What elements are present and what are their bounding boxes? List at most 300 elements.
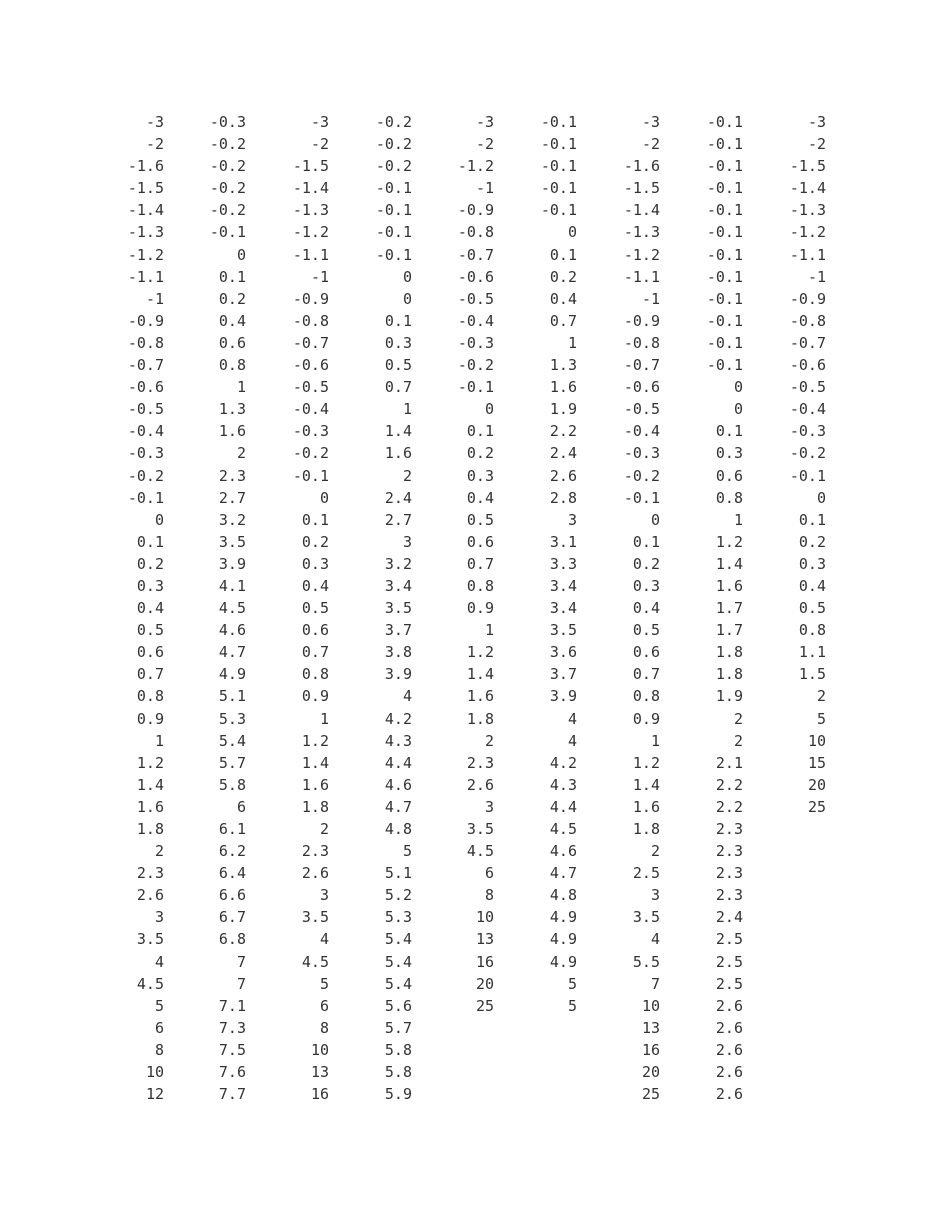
table-cell: -0.2 bbox=[209, 135, 246, 154]
table-cell: -1 bbox=[310, 267, 329, 286]
table-cell: 4.6 bbox=[384, 775, 412, 794]
table-cell: 0.6 bbox=[218, 333, 246, 352]
table-cell: 4.1 bbox=[218, 576, 246, 595]
table-cell: 0.2 bbox=[136, 554, 164, 573]
table-cell: -0.9 bbox=[292, 289, 329, 308]
table-cell: -0.5 bbox=[127, 400, 164, 419]
table-cell: 1.4 bbox=[136, 775, 164, 794]
table-cell: 4.2 bbox=[384, 709, 412, 728]
table-cell: 2.8 bbox=[549, 488, 577, 507]
table-column-2 bbox=[186, 111, 246, 1105]
table-cell: 5.7 bbox=[384, 1018, 412, 1037]
data-table bbox=[0, 111, 950, 1111]
table-cell: 3.7 bbox=[549, 665, 577, 684]
table-cell: 1.4 bbox=[384, 422, 412, 441]
table-cell: 7.5 bbox=[218, 1040, 246, 1059]
table-cell: 1.5 bbox=[798, 665, 826, 684]
table-cell: -0.3 bbox=[457, 333, 494, 352]
table-cell: 4.4 bbox=[549, 797, 577, 816]
table-cell: 5.8 bbox=[384, 1040, 412, 1059]
table-cell: -0.6 bbox=[789, 356, 826, 375]
table-cell: 0.4 bbox=[218, 311, 246, 330]
table-cell: -0.2 bbox=[375, 135, 412, 154]
table-cell: 0.1 bbox=[136, 532, 164, 551]
table-cell: 0 bbox=[733, 400, 743, 419]
table-cell: 2.6 bbox=[715, 1018, 743, 1037]
table-cell: -0.7 bbox=[623, 356, 660, 375]
table-cell: -0.8 bbox=[292, 311, 329, 330]
table-cell: 13 bbox=[310, 1063, 329, 1082]
table-cell: -0.1 bbox=[706, 267, 743, 286]
table-cell: 2 bbox=[650, 842, 660, 861]
table-cell: -0.1 bbox=[623, 488, 660, 507]
table-cell: 0.8 bbox=[466, 576, 494, 595]
table-cell: 4.9 bbox=[549, 930, 577, 949]
table-cell: 0 bbox=[733, 378, 743, 397]
table-cell: 12 bbox=[145, 1085, 164, 1104]
table-cell: -1.3 bbox=[127, 223, 164, 242]
table-cell: -1.4 bbox=[623, 201, 660, 220]
table-cell: 1.6 bbox=[632, 797, 660, 816]
table-cell: -3 bbox=[310, 113, 329, 131]
table-cell: -0.1 bbox=[540, 157, 577, 176]
table-cell: 2 bbox=[733, 731, 743, 750]
table-cell: -0.2 bbox=[375, 113, 412, 131]
table-cell: -0.7 bbox=[127, 356, 164, 375]
table-cell: -0.6 bbox=[623, 378, 660, 397]
table-cell: 1.3 bbox=[218, 400, 246, 419]
table-cell: 2.6 bbox=[466, 775, 494, 794]
table-cell: -1.6 bbox=[623, 157, 660, 176]
table-cell: 2.3 bbox=[715, 886, 743, 905]
table-cell: -0.1 bbox=[706, 311, 743, 330]
table-cell: 4.6 bbox=[549, 842, 577, 861]
table-cell: 2.6 bbox=[136, 886, 164, 905]
table-cell: 2.4 bbox=[384, 488, 412, 507]
table-cell: 2.6 bbox=[715, 996, 743, 1015]
table-cell: 1 bbox=[154, 731, 164, 750]
table-cell: 0.8 bbox=[301, 665, 329, 684]
table-cell: -0.2 bbox=[375, 157, 412, 176]
table-cell: 5 bbox=[319, 974, 329, 993]
table-cell: 2.5 bbox=[715, 930, 743, 949]
table-cell: 7.6 bbox=[218, 1063, 246, 1082]
table-cell: -0.4 bbox=[789, 400, 826, 419]
table-cell: 0 bbox=[319, 488, 329, 507]
table-cell: 15 bbox=[807, 753, 826, 772]
table-cell: -0.1 bbox=[375, 223, 412, 242]
table-cell: -0.9 bbox=[127, 311, 164, 330]
table-cell: 0.2 bbox=[798, 532, 826, 551]
table-cell: -1.1 bbox=[292, 245, 329, 264]
table-cell: 1.8 bbox=[715, 665, 743, 684]
table-cell: 2.4 bbox=[715, 908, 743, 927]
table-cell: 1.8 bbox=[301, 797, 329, 816]
table-cell: -0.2 bbox=[457, 356, 494, 375]
table-cell: -2 bbox=[641, 135, 660, 154]
table-cell: 1.6 bbox=[136, 797, 164, 816]
table-cell: 2.6 bbox=[301, 864, 329, 883]
table-cell: 25 bbox=[807, 797, 826, 816]
table-cell: 1 bbox=[402, 400, 412, 419]
table-cell: 5.2 bbox=[384, 886, 412, 905]
table-cell: -0.2 bbox=[292, 444, 329, 463]
table-cell: -0.1 bbox=[706, 245, 743, 264]
table-cell: 1.4 bbox=[301, 753, 329, 772]
table-cell: 0.4 bbox=[301, 576, 329, 595]
table-cell: 2.4 bbox=[549, 444, 577, 463]
table-cell: -0.1 bbox=[540, 135, 577, 154]
table-cell: 3.4 bbox=[549, 599, 577, 618]
table-cell: -0.1 bbox=[375, 179, 412, 198]
table-cell: -1.1 bbox=[789, 245, 826, 264]
table-cell: 1.2 bbox=[136, 753, 164, 772]
table-cell: 2 bbox=[733, 709, 743, 728]
table-cell: 5.5 bbox=[632, 952, 660, 971]
table-cell: 0.9 bbox=[301, 687, 329, 706]
table-cell: 5.6 bbox=[384, 996, 412, 1015]
table-column-5 bbox=[434, 111, 494, 1017]
table-cell: 0 bbox=[154, 510, 164, 529]
table-cell: 4.9 bbox=[218, 665, 246, 684]
table-cell: -0.9 bbox=[623, 311, 660, 330]
table-cell: 1.1 bbox=[798, 643, 826, 662]
table-cell: -0.1 bbox=[706, 333, 743, 352]
table-cell: 10 bbox=[310, 1040, 329, 1059]
table-cell: 3 bbox=[319, 886, 329, 905]
table-cell: 2.5 bbox=[715, 952, 743, 971]
table-cell: 0.7 bbox=[632, 665, 660, 684]
table-cell: 6.6 bbox=[218, 886, 246, 905]
table-cell: 0.6 bbox=[466, 532, 494, 551]
table-cell: 5.4 bbox=[384, 952, 412, 971]
table-cell: 6.8 bbox=[218, 930, 246, 949]
table-cell: 1.2 bbox=[466, 643, 494, 662]
table-cell: 0.5 bbox=[301, 599, 329, 618]
table-cell: -0.8 bbox=[789, 311, 826, 330]
table-cell: -0.1 bbox=[706, 223, 743, 242]
table-cell: 0.6 bbox=[136, 643, 164, 662]
table-column-9 bbox=[766, 111, 826, 818]
table-cell: -1.2 bbox=[789, 223, 826, 242]
table-cell: -0.1 bbox=[457, 378, 494, 397]
table-cell: 2.3 bbox=[218, 466, 246, 485]
table-cell: -0.3 bbox=[623, 444, 660, 463]
table-cell: -1.4 bbox=[292, 179, 329, 198]
table-cell: 0.2 bbox=[549, 267, 577, 286]
table-cell: 2.6 bbox=[549, 466, 577, 485]
table-cell: -0.9 bbox=[457, 201, 494, 220]
table-cell: 4.7 bbox=[549, 864, 577, 883]
table-cell: 0.9 bbox=[632, 709, 660, 728]
table-cell: 1 bbox=[236, 378, 246, 397]
table-cell: 5.3 bbox=[384, 908, 412, 927]
table-cell: 0.9 bbox=[466, 599, 494, 618]
table-cell: -1 bbox=[641, 289, 660, 308]
table-column-7 bbox=[600, 111, 660, 1105]
table-cell: -0.4 bbox=[292, 400, 329, 419]
table-cell: 10 bbox=[807, 731, 826, 750]
table-cell: 4.8 bbox=[549, 886, 577, 905]
table-cell: 2 bbox=[236, 444, 246, 463]
table-cell: 1.4 bbox=[466, 665, 494, 684]
table-cell: -1 bbox=[145, 289, 164, 308]
table-cell: 0.7 bbox=[384, 378, 412, 397]
table-cell: -0.7 bbox=[789, 333, 826, 352]
table-cell: 2 bbox=[816, 687, 826, 706]
table-cell: 2 bbox=[154, 842, 164, 861]
table-cell: 1.8 bbox=[715, 643, 743, 662]
table-cell: -0.2 bbox=[789, 444, 826, 463]
table-cell: 6 bbox=[319, 996, 329, 1015]
table-cell: 0 bbox=[567, 223, 577, 242]
table-cell: 20 bbox=[475, 974, 494, 993]
table-cell: -0.1 bbox=[127, 488, 164, 507]
table-cell: 2.3 bbox=[715, 864, 743, 883]
table-cell: -1.3 bbox=[623, 223, 660, 242]
table-cell: 3.8 bbox=[384, 643, 412, 662]
table-cell: -0.6 bbox=[127, 378, 164, 397]
table-cell: -0.1 bbox=[706, 201, 743, 220]
table-cell: 0.3 bbox=[715, 444, 743, 463]
table-cell: 4.3 bbox=[549, 775, 577, 794]
table-cell: 5 bbox=[567, 974, 577, 993]
table-cell: 0.1 bbox=[715, 422, 743, 441]
table-cell: 3 bbox=[484, 797, 494, 816]
table-cell: -3 bbox=[475, 113, 494, 131]
table-column-4 bbox=[352, 111, 412, 1105]
table-cell: 3.2 bbox=[218, 510, 246, 529]
table-cell: -0.8 bbox=[127, 333, 164, 352]
table-cell: 3.5 bbox=[549, 621, 577, 640]
table-cell: -3 bbox=[641, 113, 660, 131]
table-cell: -0.8 bbox=[457, 223, 494, 242]
table-cell: 0.5 bbox=[632, 621, 660, 640]
table-cell: 2.5 bbox=[632, 864, 660, 883]
table-cell: 0.6 bbox=[301, 621, 329, 640]
table-cell: -2 bbox=[145, 135, 164, 154]
table-cell: 1 bbox=[650, 731, 660, 750]
table-column-1 bbox=[104, 111, 164, 1105]
table-cell: 0.6 bbox=[715, 466, 743, 485]
table-cell: -0.4 bbox=[457, 311, 494, 330]
table-cell: 1.8 bbox=[632, 820, 660, 838]
table-cell: 2.6 bbox=[715, 1063, 743, 1082]
table-cell: 3.4 bbox=[549, 576, 577, 595]
table-cell: 3.5 bbox=[466, 820, 494, 838]
table-cell: 2.3 bbox=[466, 753, 494, 772]
table-cell: 0 bbox=[650, 510, 660, 529]
table-cell: -1.2 bbox=[127, 245, 164, 264]
table-cell: -2 bbox=[475, 135, 494, 154]
table-cell: 2 bbox=[319, 820, 329, 838]
table-cell: 0.8 bbox=[218, 356, 246, 375]
table-cell: 20 bbox=[641, 1063, 660, 1082]
table-cell: 0.1 bbox=[798, 510, 826, 529]
table-cell: 4.6 bbox=[218, 621, 246, 640]
table-cell: 7 bbox=[650, 974, 660, 993]
table-cell: -0.5 bbox=[292, 378, 329, 397]
table-cell: -1.4 bbox=[127, 201, 164, 220]
table-cell: 1.6 bbox=[384, 444, 412, 463]
table-cell: -1.5 bbox=[292, 157, 329, 176]
table-cell: 0.2 bbox=[466, 444, 494, 463]
table-cell: 13 bbox=[641, 1018, 660, 1037]
table-cell: -1.6 bbox=[127, 157, 164, 176]
table-cell: -0.8 bbox=[623, 333, 660, 352]
table-cell: 0.8 bbox=[136, 687, 164, 706]
table-cell: 7.3 bbox=[218, 1018, 246, 1037]
table-cell: 4 bbox=[567, 709, 577, 728]
table-cell: -0.1 bbox=[540, 179, 577, 198]
table-cell: 6.7 bbox=[218, 908, 246, 927]
table-cell: 8 bbox=[484, 886, 494, 905]
table-cell: 0.3 bbox=[384, 333, 412, 352]
table-cell: 5 bbox=[402, 842, 412, 861]
table-cell: 2.2 bbox=[549, 422, 577, 441]
table-cell: -2 bbox=[807, 135, 826, 154]
table-cell: -1.1 bbox=[623, 267, 660, 286]
table-cell: 6 bbox=[236, 797, 246, 816]
table-cell: 0.2 bbox=[301, 532, 329, 551]
table-cell: 0.6 bbox=[632, 643, 660, 662]
table-cell: 0.5 bbox=[136, 621, 164, 640]
table-cell: 1.6 bbox=[301, 775, 329, 794]
table-cell: 1 bbox=[733, 510, 743, 529]
table-cell: 1.6 bbox=[549, 378, 577, 397]
table-cell: 0.3 bbox=[136, 576, 164, 595]
table-cell: 1 bbox=[484, 621, 494, 640]
table-cell: 4.3 bbox=[384, 731, 412, 750]
table-cell: 0.8 bbox=[715, 488, 743, 507]
table-cell: 16 bbox=[475, 952, 494, 971]
table-cell: 5.4 bbox=[218, 731, 246, 750]
table-cell: 3.7 bbox=[384, 621, 412, 640]
table-cell: 0.4 bbox=[466, 488, 494, 507]
table-cell: 5.1 bbox=[218, 687, 246, 706]
table-cell: 4.5 bbox=[136, 974, 164, 993]
table-cell: 0 bbox=[816, 488, 826, 507]
table-cell: 3.5 bbox=[384, 599, 412, 618]
table-cell: -0.2 bbox=[209, 179, 246, 198]
table-cell: 1.3 bbox=[549, 356, 577, 375]
table-cell: -0.1 bbox=[540, 201, 577, 220]
table-cell: -1.2 bbox=[457, 157, 494, 176]
table-cell: 1.7 bbox=[715, 621, 743, 640]
table-cell: 3.6 bbox=[549, 643, 577, 662]
table-cell: 0.9 bbox=[136, 709, 164, 728]
table-cell: 5.1 bbox=[384, 864, 412, 883]
table-cell: 10 bbox=[145, 1063, 164, 1082]
table-cell: 5.4 bbox=[384, 974, 412, 993]
table-cell: 2.1 bbox=[715, 753, 743, 772]
table-cell: 3.5 bbox=[632, 908, 660, 927]
table-cell: -0.1 bbox=[706, 179, 743, 198]
table-cell: 8 bbox=[154, 1040, 164, 1059]
table-cell: 0.1 bbox=[384, 311, 412, 330]
table-cell: 1.2 bbox=[715, 532, 743, 551]
table-cell: 0.3 bbox=[466, 466, 494, 485]
table-cell: 2.3 bbox=[715, 842, 743, 861]
table-cell: 0.2 bbox=[632, 554, 660, 573]
table-cell: 1.6 bbox=[218, 422, 246, 441]
table-column-6 bbox=[517, 111, 577, 1017]
table-cell: 20 bbox=[807, 775, 826, 794]
table-cell: -1 bbox=[475, 179, 494, 198]
table-cell: -1.4 bbox=[789, 179, 826, 198]
table-cell: 10 bbox=[641, 996, 660, 1015]
table-cell: 3.5 bbox=[218, 532, 246, 551]
table-cell: 4.5 bbox=[301, 952, 329, 971]
table-cell: 3.4 bbox=[384, 576, 412, 595]
table-cell: 3 bbox=[567, 510, 577, 529]
table-cell: 2 bbox=[402, 466, 412, 485]
table-cell: 0.5 bbox=[384, 356, 412, 375]
table-cell: -0.3 bbox=[292, 422, 329, 441]
table-cell: -0.2 bbox=[623, 466, 660, 485]
table-cell: 5.8 bbox=[384, 1063, 412, 1082]
table-cell: 3.3 bbox=[549, 554, 577, 573]
table-cell: 4.5 bbox=[466, 842, 494, 861]
table-cell: 4.2 bbox=[549, 753, 577, 772]
table-cell: 1.4 bbox=[632, 775, 660, 794]
table-cell: 2.2 bbox=[715, 775, 743, 794]
table-cell: 4.7 bbox=[218, 643, 246, 662]
table-cell: -1.3 bbox=[292, 201, 329, 220]
table-cell: 1 bbox=[567, 333, 577, 352]
table-cell: 3.1 bbox=[549, 532, 577, 551]
table-cell: -0.1 bbox=[706, 157, 743, 176]
table-cell: 1.4 bbox=[715, 554, 743, 573]
table-cell: 5.7 bbox=[218, 753, 246, 772]
table-cell: 0.2 bbox=[218, 289, 246, 308]
table-cell: -0.7 bbox=[457, 245, 494, 264]
table-cell: 2 bbox=[484, 731, 494, 750]
table-cell: 0.1 bbox=[218, 267, 246, 286]
table-cell: 3.9 bbox=[549, 687, 577, 706]
table-cell: 1.9 bbox=[715, 687, 743, 706]
table-cell: 1.8 bbox=[466, 709, 494, 728]
table-cell: 4 bbox=[567, 731, 577, 750]
table-cell: 6.4 bbox=[218, 864, 246, 883]
table-cell: 7 bbox=[236, 952, 246, 971]
table-cell: -0.1 bbox=[540, 113, 577, 131]
table-cell: 7.1 bbox=[218, 996, 246, 1015]
table-cell: 7.7 bbox=[218, 1085, 246, 1104]
table-cell: 0.7 bbox=[466, 554, 494, 573]
table-cell: 3.2 bbox=[384, 554, 412, 573]
table-cell: 2.3 bbox=[301, 842, 329, 861]
table-cell: 6 bbox=[484, 864, 494, 883]
table-cell: 5.8 bbox=[218, 775, 246, 794]
table-cell: -1.2 bbox=[623, 245, 660, 264]
table-cell: 3.9 bbox=[218, 554, 246, 573]
table-cell: -0.3 bbox=[127, 444, 164, 463]
table-cell: 3.5 bbox=[136, 930, 164, 949]
table-cell: 2.3 bbox=[136, 864, 164, 883]
table-cell: 4 bbox=[319, 930, 329, 949]
table-cell: 5.3 bbox=[218, 709, 246, 728]
table-cell: 0.7 bbox=[136, 665, 164, 684]
table-cell: 1.8 bbox=[136, 820, 164, 838]
table-cell: 2.7 bbox=[218, 488, 246, 507]
table-cell: -1.5 bbox=[623, 179, 660, 198]
table-cell: 4 bbox=[154, 952, 164, 971]
table-column-8 bbox=[683, 111, 743, 1105]
table-cell: -0.1 bbox=[375, 245, 412, 264]
table-cell: 2.6 bbox=[715, 1040, 743, 1059]
table-cell: -1.5 bbox=[127, 179, 164, 198]
